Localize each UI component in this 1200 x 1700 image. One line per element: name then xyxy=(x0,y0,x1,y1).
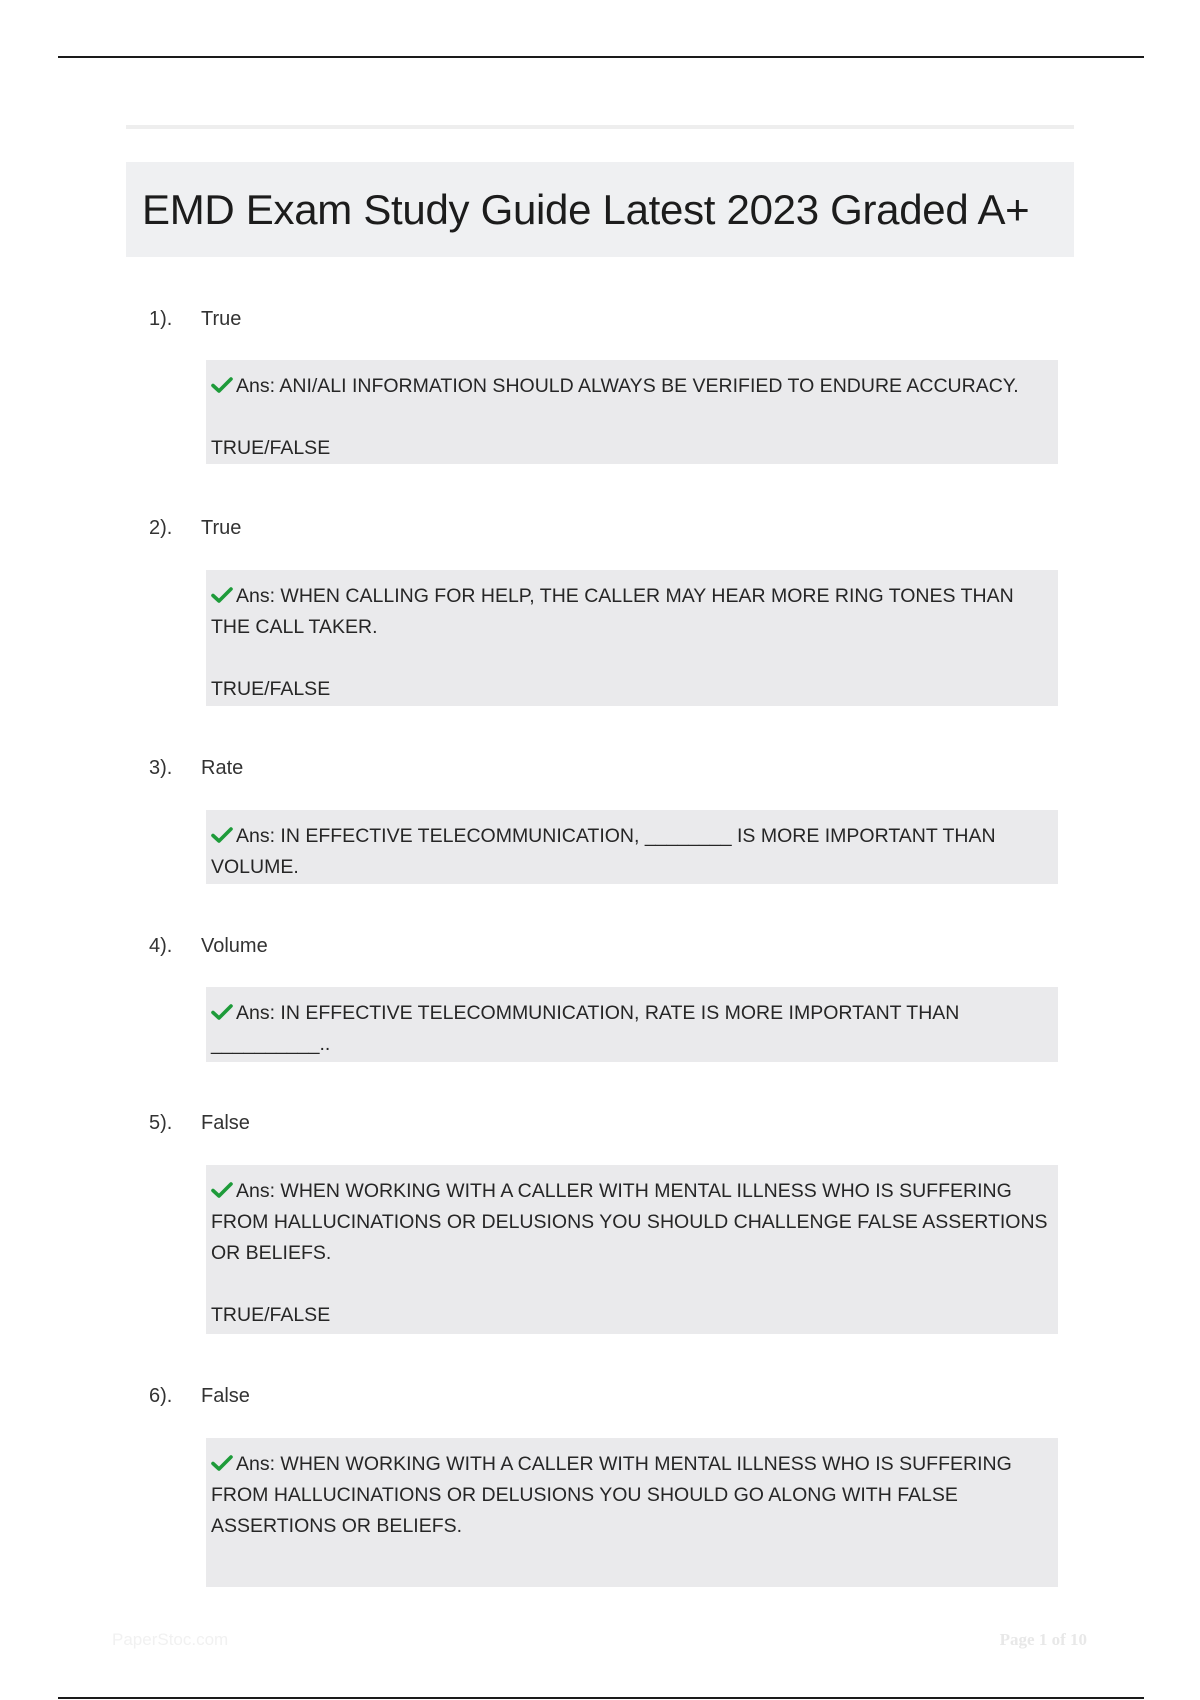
answer-box xyxy=(206,360,1058,464)
answer-text: Ans: IN EFFECTIVE TELECOMMUNICATION, RATE IS MORE IMPORTANT THAN __________.. xyxy=(211,1002,960,1055)
answer-box xyxy=(206,570,1058,706)
check-icon xyxy=(211,1181,233,1199)
answer-text: Ans: ANI/ALI INFORMATION SHOULD ALWAYS BE VERIFIED TO ENDURE ACCURACY. xyxy=(236,375,1019,397)
watermark-text: PaperStoc.com xyxy=(112,1630,229,1649)
item-number: 2). xyxy=(149,517,173,539)
true-false-label: TRUE/FALSE xyxy=(211,1304,331,1326)
true-false-label: TRUE/FALSE xyxy=(211,437,331,459)
answer-text: Ans: WHEN WORKING WITH A CALLER WITH MENTAL ILLNESS WHO IS SUFFERING FROM HALLUCINATIONS OR DELUSIONS YOU SHOULD CHALLENGE FALSE ASSERTIONS OR BELIEFS. xyxy=(211,1180,1048,1264)
item-answer: Volume xyxy=(201,935,268,957)
item-number: 6). xyxy=(149,1385,173,1407)
answer-text: Ans: WHEN WORKING WITH A CALLER WITH MENTAL ILLNESS WHO IS SUFFERING FROM HALLUCINATIONS OR DELUSIONS YOU SHOULD GO ALONG WITH FALSE ASSERTIONS OR BELIEFS. xyxy=(211,1453,1012,1537)
answer-box xyxy=(206,987,1058,1062)
check-icon xyxy=(211,586,233,604)
answer-line xyxy=(211,581,1050,643)
answer-box xyxy=(206,810,1058,884)
item-number: 4). xyxy=(149,935,173,957)
answer-line xyxy=(211,371,1050,402)
answer-box xyxy=(206,1165,1058,1334)
answer-text: Ans: IN EFFECTIVE TELECOMMUNICATION, ________ IS MORE IMPORTANT THAN VOLUME. xyxy=(211,825,996,878)
answer-line xyxy=(211,1176,1050,1269)
item-number: 3). xyxy=(149,757,173,779)
true-false-label: TRUE/FALSE xyxy=(211,678,331,700)
answer-box xyxy=(206,1438,1058,1587)
item-answer: Rate xyxy=(201,757,244,779)
page-number: Page 1 of 10 xyxy=(999,1630,1087,1649)
answer-line xyxy=(211,998,1050,1060)
check-icon xyxy=(211,1003,233,1021)
check-icon xyxy=(211,376,233,394)
footer-rule xyxy=(58,1697,1144,1699)
answer-line xyxy=(211,1449,1050,1542)
answer-line xyxy=(211,821,1050,883)
check-icon xyxy=(211,826,233,844)
item-number: 1). xyxy=(149,308,173,330)
item-answer: False xyxy=(201,1112,250,1134)
item-answer: True xyxy=(201,308,242,330)
check-icon xyxy=(211,1454,233,1472)
item-answer: True xyxy=(201,517,242,539)
title-banner xyxy=(126,162,1074,257)
item-number: 5). xyxy=(149,1112,173,1134)
header-rule xyxy=(58,56,1144,58)
title-separator xyxy=(126,125,1074,129)
page-title: EMD Exam Study Guide Latest 2023 Graded A+ xyxy=(142,185,1030,233)
item-answer: False xyxy=(201,1385,250,1407)
answer-text: Ans: WHEN CALLING FOR HELP, THE CALLER MAY HEAR MORE RING TONES THAN THE CALL TAKER. xyxy=(211,585,1014,638)
